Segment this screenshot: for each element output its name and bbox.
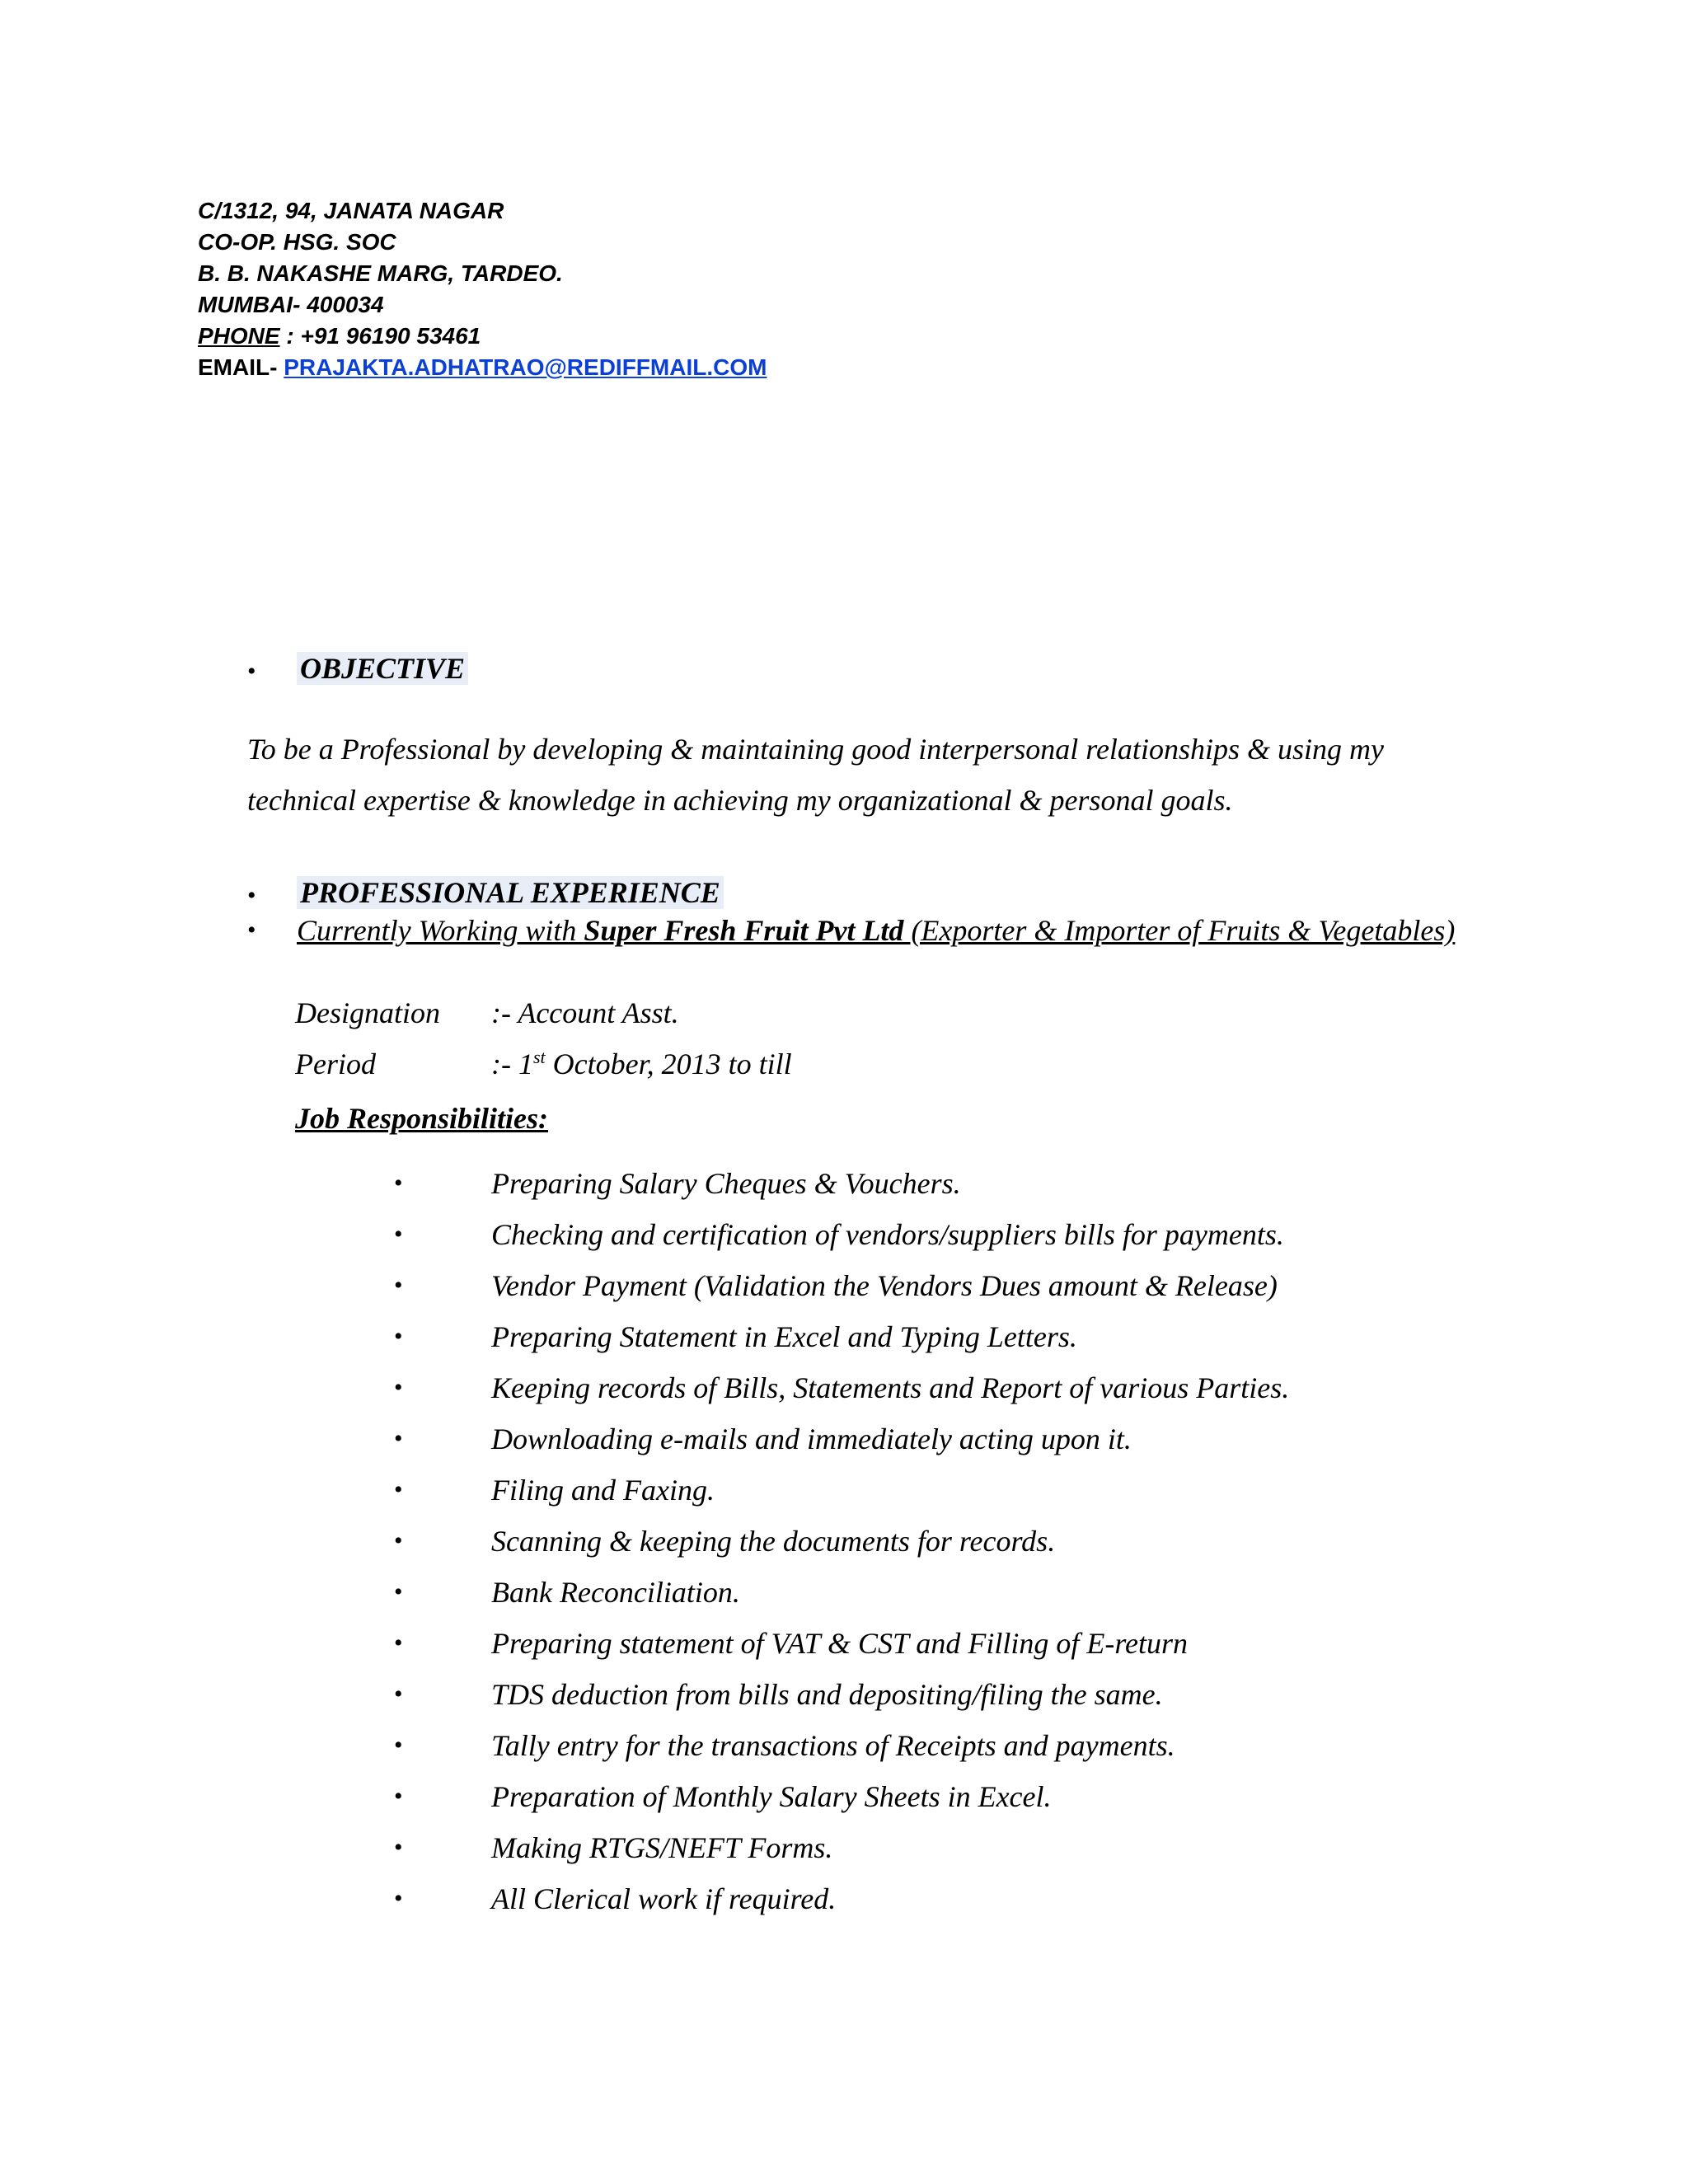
- responsibility-bullet: •: [394, 1527, 403, 1554]
- address-line-3: B. B. NAKASHE MARG, TARDEO.: [198, 260, 563, 286]
- responsibility-bullet: •: [394, 1578, 403, 1605]
- objective-heading: OBJECTIVE: [297, 652, 468, 685]
- objective-heading-row: [247, 651, 468, 686]
- responsibility-item: [0, 1876, 1688, 1927]
- responsibility-text: All Clerical work if required.: [491, 1882, 837, 1915]
- address-line-1: C/1312, 94, JANATA NAGAR: [198, 198, 504, 223]
- responsibility-text: Scanning & keeping the documents for records.: [491, 1525, 1056, 1558]
- responsibility-text: Making RTGS/NEFT Forms.: [491, 1831, 833, 1864]
- responsibility-item: [0, 1314, 1688, 1365]
- designation-label: Designation: [295, 996, 440, 1029]
- contact-block: [198, 195, 940, 383]
- responsibility-bullet: •: [394, 1732, 403, 1759]
- job-responsibilities-heading: Job Responsibilities:: [295, 1102, 549, 1135]
- experience-heading-row: [247, 875, 724, 910]
- responsibility-item: [0, 1212, 1688, 1263]
- designation-value: :- Account Asst.: [491, 996, 679, 1029]
- designation-row: [295, 996, 679, 1030]
- responsibility-bullet: •: [394, 1221, 403, 1248]
- experience-heading: PROFESSIONAL EXPERIENCE: [297, 876, 724, 909]
- employment-prefix: Currently Working with: [297, 914, 584, 947]
- responsibility-item: [0, 1263, 1688, 1314]
- company-description: (Exporter & Importer of Fruits & Vegetables): [903, 914, 1456, 947]
- responsibility-bullet: •: [394, 1783, 403, 1810]
- period-label: Period: [295, 1047, 376, 1080]
- responsibility-bullet: •: [394, 1323, 403, 1350]
- responsibility-text: Preparing statement of VAT & CST and Filling of E-return: [491, 1627, 1188, 1660]
- responsibility-text: Preparing Statement in Excel and Typing Letters.: [491, 1320, 1077, 1353]
- experience-bullet: •: [247, 881, 256, 909]
- responsibility-text: Filing and Faxing.: [491, 1474, 715, 1507]
- period-row: [295, 1047, 792, 1081]
- responsibility-text: Keeping records of Bills, Statements and Report of various Parties.: [491, 1371, 1290, 1404]
- responsibility-bullet: •: [394, 1680, 403, 1708]
- responsibility-item: [0, 1365, 1688, 1416]
- responsibility-bullet: •: [394, 1629, 403, 1657]
- responsibility-item: [0, 1160, 1688, 1212]
- responsibility-item: [0, 1467, 1688, 1518]
- email-line: [198, 352, 940, 383]
- responsibility-item: [0, 1569, 1688, 1620]
- responsibility-item: [0, 1416, 1688, 1467]
- phone-line: [198, 321, 940, 352]
- employment-text: [297, 913, 1467, 948]
- responsibility-bullet: •: [394, 1834, 403, 1861]
- responsibility-bullet: •: [394, 1169, 403, 1197]
- objective-text: To be a Professional by developing & maintaining good interpersonal relationships & using my technical expertise & knowledge in achieving my organizational & personal goals.: [247, 733, 1384, 817]
- responsibility-item: [0, 1671, 1688, 1722]
- phone-value: : +91 96190 53461: [279, 323, 481, 349]
- responsibility-bullet: •: [394, 1425, 403, 1452]
- phone-label: PHONE: [198, 323, 280, 349]
- responsibility-item: [0, 1774, 1688, 1825]
- responsibility-bullet: •: [394, 1272, 403, 1299]
- responsibility-bullet: •: [394, 1885, 403, 1912]
- responsibility-bullet: •: [394, 1374, 403, 1401]
- email-link[interactable]: PRAJAKTA.ADHATRAO@REDIFFMAIL.COM: [284, 354, 767, 380]
- responsibility-text: Vendor Payment (Validation the Vendors Dues amount & Release): [491, 1269, 1278, 1302]
- address-line-2: CO-OP. HSG. SOC: [198, 229, 396, 255]
- responsibility-item: [0, 1518, 1688, 1569]
- address-line-4: MUMBAI- 400034: [198, 292, 384, 317]
- responsibility-text: Preparation of Monthly Salary Sheets in Excel.: [491, 1780, 1052, 1813]
- period-prefix: :- 1: [491, 1047, 533, 1080]
- period-suffix: October, 2013 to till: [545, 1047, 792, 1080]
- responsibility-item: [0, 1620, 1688, 1671]
- responsibility-text: Checking and certification of vendors/suppliers bills for payments.: [491, 1218, 1284, 1251]
- responsibility-text: Tally entry for the transactions of Receipts and payments.: [491, 1729, 1175, 1762]
- objective-bullet: •: [247, 657, 256, 685]
- employment-bullet: •: [247, 916, 256, 944]
- responsibility-bullet: •: [394, 1476, 403, 1503]
- email-label: EMAIL-: [198, 354, 284, 380]
- responsibility-text: TDS deduction from bills and depositing/filing the same.: [491, 1678, 1163, 1711]
- period-superscript: st: [532, 1047, 546, 1067]
- responsibility-item: [0, 1722, 1688, 1774]
- responsibility-text: Preparing Salary Cheques & Vouchers.: [491, 1167, 961, 1200]
- responsibility-text: Bank Reconciliation.: [491, 1576, 740, 1609]
- company-name: Super Fresh Fruit Pvt Ltd: [584, 914, 904, 947]
- responsibility-item: [0, 1825, 1688, 1876]
- responsibility-text: Downloading e-mails and immediately acting upon it.: [491, 1422, 1132, 1455]
